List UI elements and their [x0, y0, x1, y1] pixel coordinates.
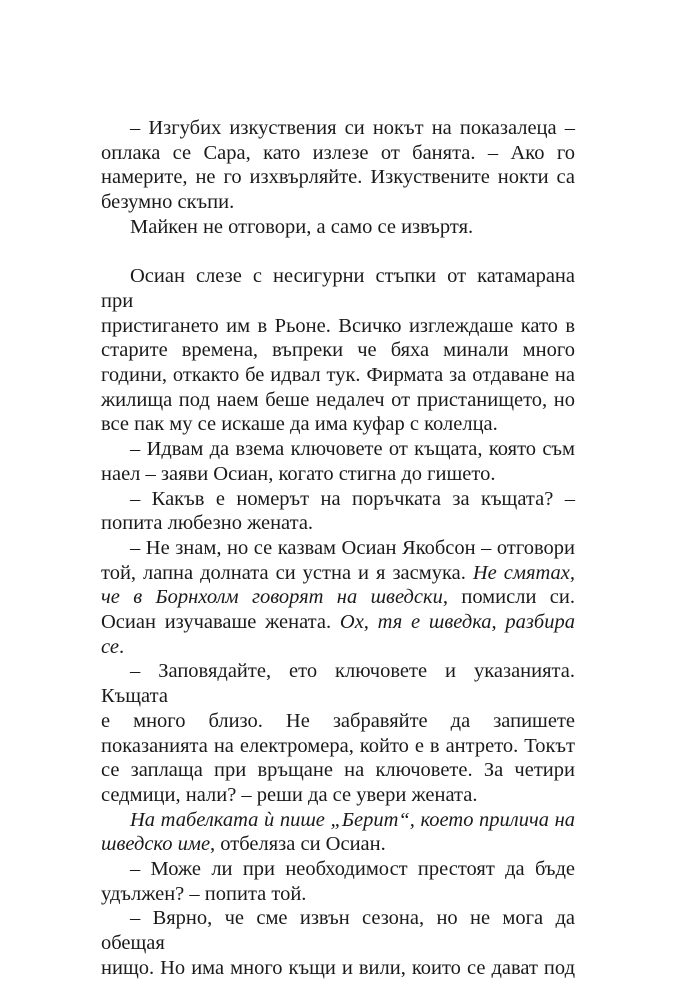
text-line: – Какъв е номерът на поръчката за къщата? –	[130, 487, 575, 510]
text-line: – Вярно, че сме извън сезона, но не мога да обещая	[101, 907, 575, 955]
text-line: Майкен не отговори, а само се извъртя.	[130, 215, 474, 238]
text-line: удължен? – попита той.	[101, 882, 307, 905]
text-line: пристигането им в Рьоне. Всичко изглеждаше като в	[101, 314, 575, 337]
italic-thought: шведско име	[101, 833, 211, 856]
text-line: оплака се Сара, като излезе от банята. – Ако го	[101, 141, 575, 164]
text-segment: Осиан изучаваше жената.	[101, 611, 332, 634]
text-line: се заплаща при връщане на ключовете. За четири	[101, 759, 575, 782]
text-segment: , отбеляза си Осиан.	[210, 833, 386, 856]
text-line: попита любезно жената.	[101, 512, 314, 535]
text-line	[101, 635, 575, 660]
text-line: Осиан слезе с несигурни стъпки от катамарана при	[101, 265, 575, 312]
text-line: показанията на електромера, който е в антрето. Токът	[101, 734, 575, 757]
body-text	[101, 116, 575, 981]
text-line	[101, 832, 575, 857]
text-segment: , помисли си.	[442, 586, 575, 609]
text-line	[101, 585, 575, 610]
section-break	[101, 240, 575, 265]
text-line	[101, 561, 575, 586]
text-line: нищо. Но има много къщи и вили, които се дават под	[101, 956, 575, 979]
text-line: е много близо. Не забравяйте да запишете	[101, 709, 575, 732]
text-line: – Заповядайте, ето ключовете и указанията. Къщата	[101, 660, 575, 708]
text-line: седмици, нали? – реши да се увери жената.	[101, 783, 478, 806]
text-segment: той, лапна долната си устна и я засмука.	[101, 561, 466, 584]
text-line: все пак му се искаше да има куфар с колелца.	[101, 413, 498, 436]
text-line: – Идвам да взема ключовете от къщата, която съм	[130, 438, 575, 461]
text-line: безумно скъпи.	[101, 191, 235, 214]
text-line: намерите, не го изхвърляйте. Изкуствените нокти са	[101, 166, 575, 189]
text-line: – Може ли при необходимост престоят да бъде	[130, 858, 575, 881]
text-line: жилища под наем беше недалеч от пристанището, но	[101, 388, 575, 411]
text-line	[101, 808, 575, 833]
italic-thought: Не смятах,	[472, 561, 576, 584]
text-line: старите времена, въпреки че бяха минали много	[101, 339, 575, 362]
text-line	[101, 610, 575, 635]
italic-thought: се	[101, 635, 119, 658]
italic-thought: че в Борнхолм говорят на шведски	[101, 586, 443, 609]
text-line: години, откакто бе идвал тук. Фирмата за отдаване на	[101, 364, 575, 387]
text-line: – Не знам, но се казвам Осиан Якобсон – отговори	[130, 536, 575, 559]
text-line: наел – заяви Осиан, когато стигна до гишето.	[101, 462, 496, 485]
italic-thought: На табелката ѝ пише „Берит“, което прилича на	[130, 808, 575, 831]
text-line: – Изгубих изкуствения си нокът на показалеца –	[130, 117, 575, 139]
italic-thought: Ох, тя е шведка, разбира	[339, 611, 575, 634]
text-segment: .	[118, 635, 125, 658]
